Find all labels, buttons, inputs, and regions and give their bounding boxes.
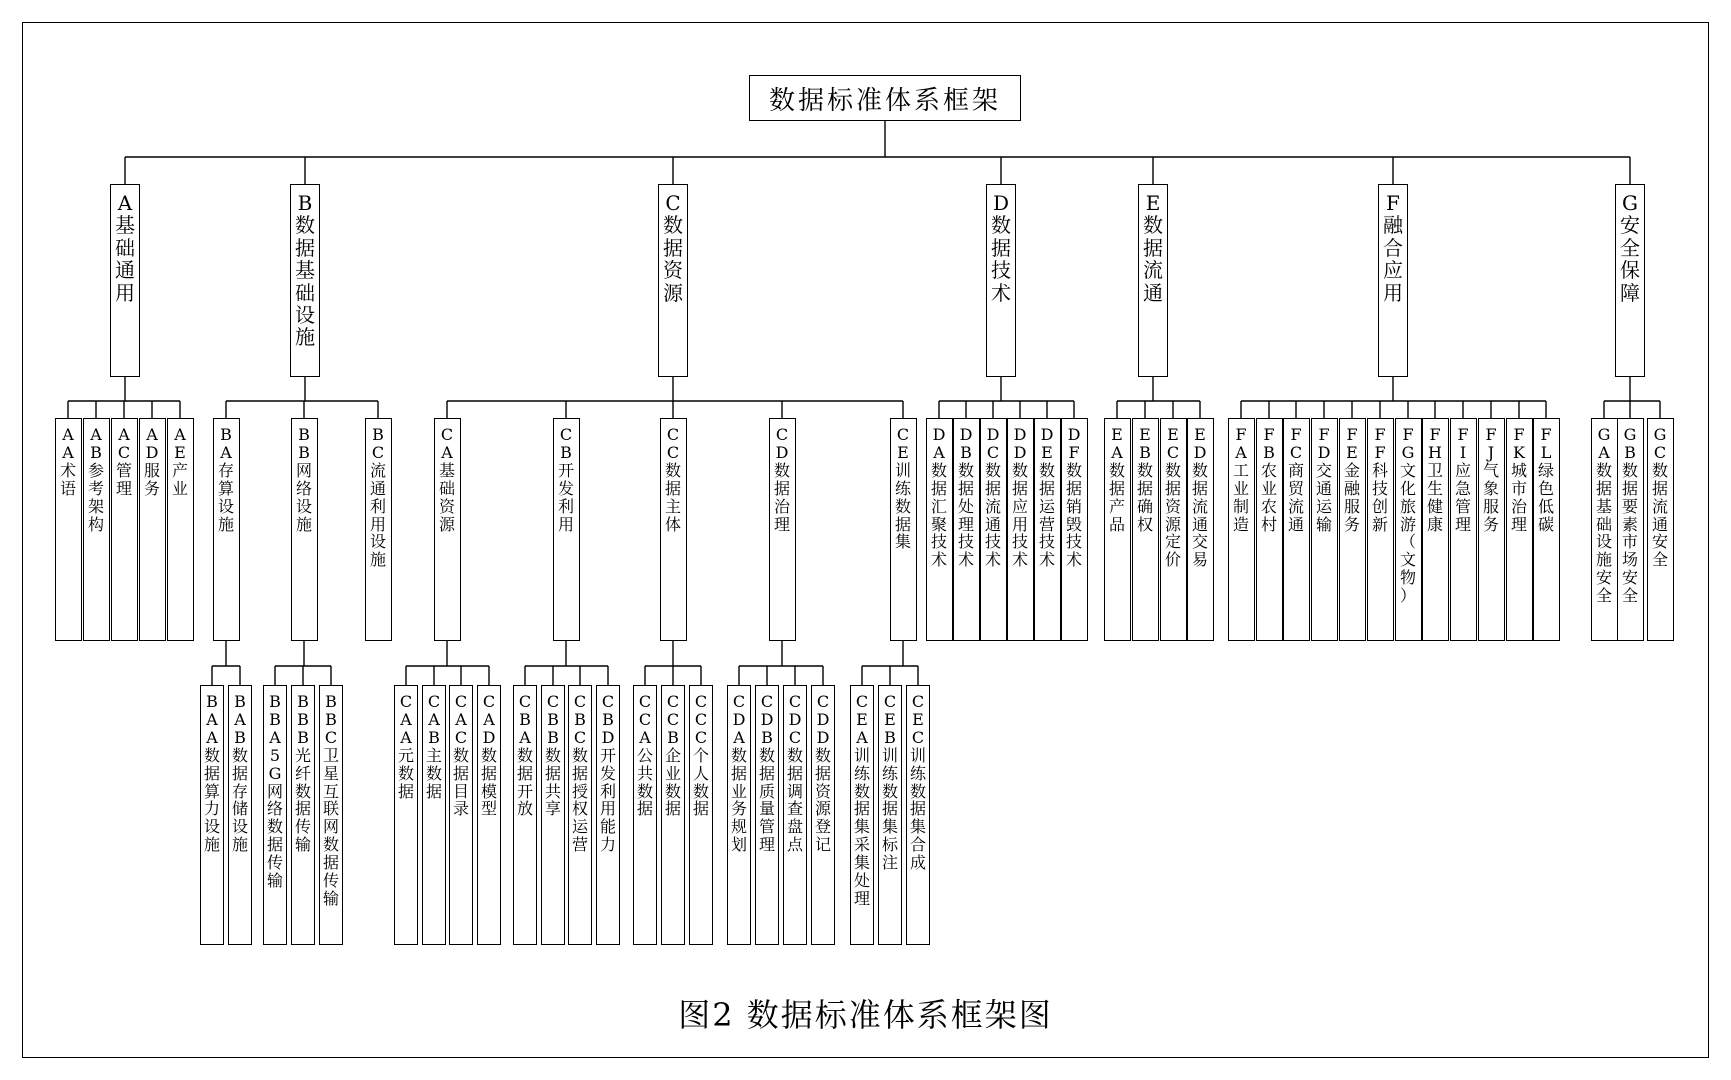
subcategory-box-db: D B 数 据 处 理 技 术	[953, 418, 980, 641]
subcategory-box-fj: F J 气 象 服 务	[1478, 418, 1505, 641]
leaf-box-cda: C D A 数 据 业 务 规 划	[727, 685, 751, 945]
leaf-box-cdc: C D C 数 据 调 查 盘 点	[783, 685, 807, 945]
leaf-box-bbb: B B B 光 纤 数 据 传 输	[291, 685, 315, 945]
root-box: 数据标准体系框架	[749, 75, 1021, 121]
subcategory-box-eb: E B 数 据 确 权	[1132, 418, 1159, 641]
subcategory-box-dd: D D 数 据 应 用 技 术	[1007, 418, 1034, 641]
subcategory-box-fh: F H 卫 生 健 康	[1422, 418, 1449, 641]
category-box-d: D 数 据 技 术	[986, 184, 1016, 377]
leaf-box-cab: C A B 主 数 据	[422, 685, 446, 945]
subcategory-box-ga: G A 数 据 基 础 设 施 安 全	[1591, 418, 1618, 641]
category-box-g: G 安 全 保 障	[1615, 184, 1645, 377]
leaf-box-cbc: C B C 数 据 授 权 运 营	[568, 685, 592, 945]
subcategory-box-fc: F C 商 贸 流 通	[1283, 418, 1310, 641]
subcategory-box-ae: A E 产 业	[167, 418, 194, 641]
subcategory-box-gb: G B 数 据 要 素 市 场 安 全	[1617, 418, 1644, 641]
subcategory-box-df: D F 数 据 销 毁 技 术	[1061, 418, 1088, 641]
leaf-box-cbb: C B B 数 据 共 享	[541, 685, 565, 945]
leaf-box-ceb: C E B 训 练 数 据 集 标 注	[878, 685, 902, 945]
subcategory-box-fb: F B 农 业 农 村	[1256, 418, 1283, 641]
leaf-box-cba: C B A 数 据 开 放	[513, 685, 537, 945]
leaf-box-caa: C A A 元 数 据	[394, 685, 418, 945]
category-box-e: E 数 据 流 通	[1138, 184, 1168, 377]
subcategory-box-cd: C D 数 据 治 理	[769, 418, 796, 641]
subcategory-box-fi: F I 应 急 管 理	[1450, 418, 1477, 641]
leaf-box-cad: C A D 数 据 模 型	[477, 685, 501, 945]
subcategory-box-bc: B C 流 通 利 用 设 施	[365, 418, 392, 641]
category-box-b: B 数 据 基 础 设 施	[290, 184, 320, 377]
leaf-box-bbc: B B C 卫 星 互 联 网 数 据 传 输	[319, 685, 343, 945]
category-box-c: C 数 据 资 源	[658, 184, 688, 377]
diagram-caption: 图2 数据标准体系框架图	[678, 996, 1053, 1034]
leaf-box-baa: B A A 数 据 算 力 设 施	[200, 685, 224, 945]
subcategory-box-ab: A B 参 考 架 构	[83, 418, 110, 641]
leaf-box-bab: B A B 数 据 存 储 设 施	[228, 685, 252, 945]
subcategory-box-ca: C A 基 础 资 源	[434, 418, 461, 641]
leaf-box-bba: B B A 5 G 网 络 数 据 传 输	[263, 685, 287, 945]
leaf-box-cdd: C D D 数 据 资 源 登 记	[811, 685, 835, 945]
subcategory-box-fk: F K 城 市 治 理	[1506, 418, 1533, 641]
leaf-box-cea: C E A 训 练 数 据 集 采 集 处 理	[850, 685, 874, 945]
subcategory-box-bb: B B 网 络 设 施	[291, 418, 318, 641]
subcategory-box-ba: B A 存 算 设 施	[213, 418, 240, 641]
subcategory-box-ed: E D 数 据 流 通 交 易	[1187, 418, 1214, 641]
subcategory-box-cb: C B 开 发 利 用	[553, 418, 580, 641]
leaf-box-ccc: C C C 个 人 数 据	[689, 685, 713, 945]
subcategory-box-ad: A D 服 务	[139, 418, 166, 641]
category-box-a: A 基 础 通 用	[110, 184, 140, 377]
subcategory-box-ac: A C 管 理	[111, 418, 138, 641]
subcategory-box-de: D E 数 据 运 营 技 术	[1034, 418, 1061, 641]
subcategory-box-cc: C C 数 据 主 体	[660, 418, 687, 641]
subcategory-box-dc: D C 数 据 流 通 技 术	[980, 418, 1007, 641]
subcategory-box-fa: F A 工 业 制 造	[1228, 418, 1255, 641]
subcategory-box-fl: F L 绿 色 低 碳	[1533, 418, 1560, 641]
subcategory-box-gc: G C 数 据 流 通 安 全	[1647, 418, 1674, 641]
subcategory-box-aa: A A 术 语	[55, 418, 82, 641]
subcategory-box-ea: E A 数 据 产 品	[1104, 418, 1131, 641]
leaf-box-cac: C A C 数 据 目 录	[449, 685, 473, 945]
subcategory-box-fd: F D 交 通 运 输	[1311, 418, 1338, 641]
subcategory-box-ce: C E 训 练 数 据 集	[890, 418, 917, 641]
subcategory-box-fe: F E 金 融 服 务	[1339, 418, 1366, 641]
leaf-box-cca: C C A 公 共 数 据	[633, 685, 657, 945]
leaf-box-cdb: C D B 数 据 质 量 管 理	[755, 685, 779, 945]
subcategory-box-fg: F G 文 化 旅 游 （ 文 物 ）	[1395, 418, 1422, 641]
leaf-box-ccb: C C B 企 业 数 据	[661, 685, 685, 945]
leaf-box-cec: C E C 训 练 数 据 集 合 成	[906, 685, 930, 945]
subcategory-box-ec: E C 数 据 资 源 定 价	[1160, 418, 1187, 641]
subcategory-box-da: D A 数 据 汇 聚 技 术	[926, 418, 953, 641]
subcategory-box-ff: F F 科 技 创 新	[1367, 418, 1394, 641]
category-box-f: F 融 合 应 用	[1378, 184, 1408, 377]
leaf-box-cbd: C B D 开 发 利 用 能 力	[596, 685, 620, 945]
